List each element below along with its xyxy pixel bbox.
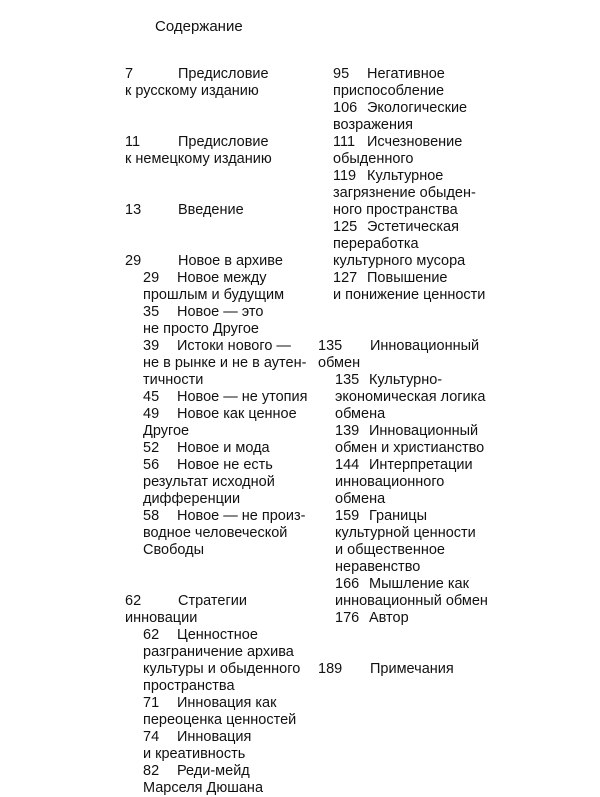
toc-entry[interactable] — [125, 593, 325, 627]
page-number: 11 — [125, 134, 141, 150]
page-number: 135 — [318, 338, 343, 354]
entry-title-cont: к немецкому изданию — [125, 151, 272, 167]
entry-title: Введение — [178, 202, 244, 218]
entry-title: Мышление как — [369, 576, 469, 592]
page-number: 135 — [335, 372, 360, 388]
toc-subentry[interactable] — [318, 134, 498, 168]
entry-title: Экологические — [367, 100, 468, 116]
entry-title-cont: инновационный обмен — [335, 593, 488, 609]
toc-subentry[interactable] — [318, 610, 498, 627]
entry-title-cont: пространства — [143, 678, 235, 694]
page-number: 29 — [125, 253, 142, 269]
page-number: 49 — [143, 406, 160, 422]
toc-subentry[interactable] — [125, 406, 325, 440]
page-number: 106 — [333, 100, 358, 116]
entry-title-cont: и понижение ценности — [333, 287, 486, 303]
toc-column-left — [125, 66, 325, 797]
page-number: 58 — [143, 508, 160, 524]
page-number: 52 — [143, 440, 160, 456]
entry-title-cont: культуры и обыденного — [143, 661, 301, 677]
entry-title: Истоки нового — — [177, 338, 291, 354]
toc-subentry[interactable] — [318, 66, 498, 100]
toc-subentry[interactable] — [318, 508, 498, 576]
entry-title: Исчезновение — [367, 134, 463, 150]
entry-title-cont: загрязнение обыден- — [333, 185, 476, 201]
entry-title-cont: неравенство — [335, 559, 421, 575]
entry-title-cont: Свободы — [143, 542, 205, 558]
entry-title: Инновация как — [177, 695, 277, 711]
toc-subentry[interactable] — [125, 508, 325, 559]
entry-title-cont: водное человеческой — [143, 525, 288, 541]
toc-subentry[interactable] — [125, 695, 325, 729]
entry-title: Инновационный — [370, 338, 480, 354]
entry-title: Инновационный — [369, 423, 479, 439]
toc-entry[interactable] — [318, 338, 498, 372]
entry-title: Предисловие — [178, 134, 269, 150]
page-number: 62 — [143, 627, 160, 643]
entry-title: Инновация — [177, 729, 252, 745]
page-number: 189 — [318, 661, 343, 677]
entry-title-cont: и общественное — [335, 542, 445, 558]
entry-title: Негативное — [367, 66, 445, 82]
entry-title: Повышение — [367, 270, 448, 286]
page-number: 56 — [143, 457, 160, 473]
toc-subentry[interactable] — [125, 627, 325, 695]
entry-title-cont: тичности — [143, 372, 204, 388]
toc-subentry[interactable] — [125, 457, 325, 508]
entry-title-cont: инновационного — [335, 474, 445, 490]
entry-title-cont: не в рынке и не в аутен- — [143, 355, 307, 371]
toc-entry[interactable] — [125, 202, 325, 219]
page-number: 159 — [335, 508, 360, 524]
toc-subentry[interactable] — [125, 763, 325, 797]
toc-subentry[interactable] — [125, 304, 325, 338]
toc-entry[interactable] — [318, 661, 498, 678]
entry-title: Реди-мейд — [177, 763, 250, 779]
entry-title: Новое в архиве — [178, 253, 283, 269]
toc-subentry[interactable] — [318, 219, 498, 270]
entry-title: Новое как ценное — [177, 406, 297, 422]
toc-subentry[interactable] — [125, 338, 325, 389]
entry-title-cont: обмена — [335, 491, 386, 507]
toc-column-right — [318, 66, 498, 678]
entry-title: Культурное — [367, 168, 444, 184]
page-number: 166 — [335, 576, 360, 592]
toc-subentry[interactable] — [318, 100, 498, 134]
page-number: 45 — [143, 389, 160, 405]
page-number: 29 — [143, 270, 160, 286]
page-number: 35 — [143, 304, 160, 320]
toc-subentry[interactable] — [125, 440, 325, 457]
toc-entry[interactable] — [125, 134, 325, 168]
entry-title: Новое и мода — [177, 440, 270, 456]
page-number: 111 — [333, 134, 356, 150]
entry-title: Эстетическая — [367, 219, 459, 235]
entry-title-cont: разграничение архива — [143, 644, 294, 660]
toc-entry[interactable] — [125, 66, 325, 100]
entry-title-cont: обмен — [318, 355, 361, 371]
page-number: 82 — [143, 763, 160, 779]
toc-subentry[interactable] — [318, 576, 498, 610]
entry-title: Культурно- — [369, 372, 443, 388]
entry-title: Новое между — [177, 270, 267, 286]
page-number: 39 — [143, 338, 160, 354]
toc-entry[interactable] — [125, 253, 325, 270]
entry-title-cont: к русскому изданию — [125, 83, 259, 99]
page-number: 144 — [335, 457, 360, 473]
entry-title-cont: Марселя Дюшана — [143, 780, 264, 796]
toc-subentry[interactable] — [318, 168, 498, 219]
entry-title: Новое — не произ- — [177, 508, 306, 524]
toc-subentry[interactable] — [125, 389, 325, 406]
entry-title: Новое не есть — [177, 457, 273, 473]
entry-title: Новое — это — [177, 304, 264, 320]
toc-subentry[interactable] — [318, 372, 498, 423]
page-number: 71 — [143, 695, 160, 711]
page-number: 62 — [125, 593, 142, 609]
entry-title-cont: обмена — [335, 406, 386, 422]
toc-subentry[interactable] — [318, 457, 498, 508]
entry-title-cont: возражения — [333, 117, 413, 133]
entry-title: Примечания — [370, 661, 454, 677]
page-number: 125 — [333, 219, 358, 235]
entry-title-cont: результат исходной — [143, 474, 275, 490]
entry-title: Ценностное — [177, 627, 258, 643]
entry-title-cont: не просто Другое — [143, 321, 259, 337]
page-number: 176 — [335, 610, 360, 626]
entry-title-cont: переработка — [333, 236, 419, 252]
entry-title-cont: Другое — [143, 423, 190, 439]
toc-subentry[interactable] — [125, 729, 325, 763]
toc-subentry[interactable] — [318, 423, 498, 457]
entry-title-cont: дифференции — [143, 491, 241, 507]
page-number: 74 — [143, 729, 160, 745]
entry-title-cont: приспособление — [333, 83, 445, 99]
entry-title-cont: культурной ценности — [335, 525, 476, 541]
entry-title-cont: инновации — [125, 610, 198, 626]
entry-title-cont: и креативность — [143, 746, 246, 762]
entry-title: Новое — не утопия — [177, 389, 308, 405]
entry-title: Предисловие — [178, 66, 269, 82]
page-title: Содержание — [155, 18, 243, 35]
page-number: 127 — [333, 270, 358, 286]
entry-title: Автор — [369, 610, 409, 626]
page-number: 7 — [125, 66, 134, 82]
entry-title: Интерпретации — [369, 457, 473, 473]
page-number: 13 — [125, 202, 142, 218]
toc-subentry[interactable] — [125, 270, 325, 304]
entry-title-cont: переоценка ценностей — [143, 712, 297, 728]
entry-title-cont: экономическая логика — [335, 389, 486, 405]
entry-title-cont: ного пространства — [333, 202, 458, 218]
page-number: 95 — [333, 66, 350, 82]
page-number: 119 — [333, 168, 357, 184]
entry-title-cont: обыденного — [333, 151, 414, 167]
entry-title: Границы — [369, 508, 427, 524]
toc-subentry[interactable] — [318, 270, 498, 304]
page-number: 139 — [335, 423, 360, 439]
entry-title-cont: прошлым и будущим — [143, 287, 285, 303]
entry-title-cont: культурного мусора — [333, 253, 466, 269]
entry-title-cont: обмен и христианство — [335, 440, 485, 456]
entry-title: Стратегии — [178, 593, 247, 609]
